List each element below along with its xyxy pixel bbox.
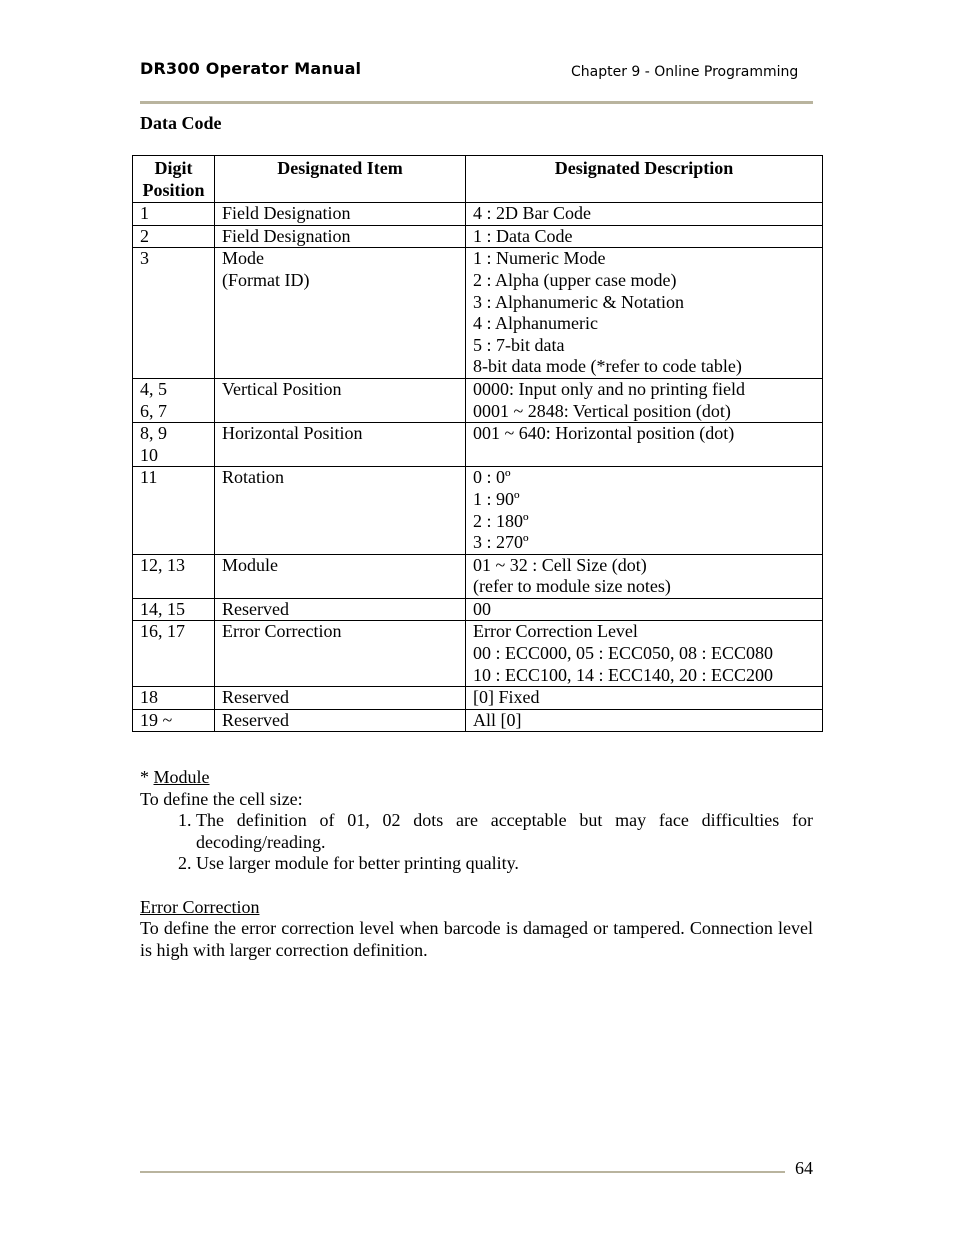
designated-item-cell xyxy=(215,554,466,598)
cell-line: 3 xyxy=(140,248,149,269)
cell-line: 12, 13 xyxy=(140,554,185,575)
table-row xyxy=(133,598,823,621)
designated-item-cell xyxy=(215,598,466,621)
designated-description-cell xyxy=(466,203,823,226)
designated-description-cell xyxy=(466,709,823,732)
cell-line: Rotation xyxy=(222,467,284,488)
designated-description-cell xyxy=(466,423,823,467)
digit-position-cell xyxy=(133,687,215,710)
cell-line: 14, 15 xyxy=(140,598,185,619)
error-note-text: To define the error correction level when barcode is damaged or tampered. Connection level is high with larger correction definition. xyxy=(140,918,813,960)
cell-line: 00 : ECC000, 05 : ECC050, 08 : ECC080 xyxy=(473,643,774,664)
designated-item-cell xyxy=(215,687,466,710)
cell-line: Field Designation xyxy=(222,203,351,224)
digit-position-cell xyxy=(133,423,215,467)
page-number: 64 xyxy=(795,1158,813,1178)
cell-line: 8-bit data mode (*refer to code table) xyxy=(473,356,742,377)
cell-line: [0] Fixed xyxy=(473,687,540,708)
cell-line: 10 : ECC100, 14 : ECC140, 20 : ECC200 xyxy=(473,664,774,685)
cell-line: Module xyxy=(222,554,278,575)
manual-title: DR300 Operator Manual xyxy=(140,59,362,78)
cell-line: 4 : 2D Bar Code xyxy=(473,203,591,224)
cell-line: All [0] xyxy=(473,709,522,730)
designated-item-cell xyxy=(215,423,466,467)
table-row xyxy=(133,423,823,467)
table-row xyxy=(133,378,823,422)
cell-line: 01 ~ 32 : Cell Size (dot) xyxy=(473,554,647,575)
designated-description-cell xyxy=(466,554,823,598)
digit-position-cell xyxy=(133,554,215,598)
designated-item-cell xyxy=(215,225,466,248)
error-note-heading: Error Correction xyxy=(140,896,260,917)
cell-line: 16, 17 xyxy=(140,621,185,642)
cell-line: (refer to module size notes) xyxy=(473,576,671,597)
cell-line: 0 : 0º xyxy=(473,467,511,488)
cell-line: 10 xyxy=(140,444,158,465)
list-item: 2. Use larger module for better printing quality. xyxy=(196,853,813,875)
designated-description-cell xyxy=(466,378,823,422)
cell-line: 001 ~ 640: Horizontal position (dot) xyxy=(473,423,735,444)
header-divider xyxy=(140,101,813,104)
list-item: 1. The definition of 01, 02 dots are acceptable but may face difficulties for decoding/reading. xyxy=(196,810,813,853)
cell-line: Mode xyxy=(222,248,264,269)
table-row xyxy=(133,709,823,732)
footer-divider xyxy=(140,1171,785,1173)
table-row xyxy=(133,203,823,226)
digit-position-cell xyxy=(133,248,215,379)
cell-line: Field Designation xyxy=(222,225,351,246)
designated-item-cell xyxy=(215,621,466,687)
cell-line: 0001 ~ 2848: Vertical position (dot) xyxy=(473,400,731,421)
module-note-list xyxy=(140,810,813,875)
cell-line: 2 : Alpha (upper case mode) xyxy=(473,269,677,290)
module-note-heading-line xyxy=(140,767,813,789)
chapter-title: Chapter 9 - Online Programming xyxy=(571,64,799,80)
table-header-row xyxy=(133,156,823,203)
digit-position-cell xyxy=(133,598,215,621)
data-code-table xyxy=(132,155,823,732)
module-note-intro: To define the cell size: xyxy=(140,788,303,809)
cell-line: 0000: Input only and no printing field xyxy=(473,378,745,399)
cell-line: Horizontal Position xyxy=(222,423,363,444)
column-header-digit-position: Digit Position xyxy=(133,156,215,203)
cell-line: 1 : Numeric Mode xyxy=(473,248,606,269)
module-note-prefix: * xyxy=(140,767,154,787)
table-row xyxy=(133,248,823,379)
cell-line: 6, 7 xyxy=(140,400,167,421)
column-header-designated-description: Designated Description xyxy=(466,156,823,203)
cell-line: 1 xyxy=(140,203,149,224)
digit-position-cell xyxy=(133,225,215,248)
designated-description-cell xyxy=(466,621,823,687)
designated-description-cell xyxy=(466,248,823,379)
module-note-heading: Module xyxy=(153,767,210,787)
digit-position-cell xyxy=(133,203,215,226)
cell-line: Reserved xyxy=(222,598,289,619)
cell-line: 1 : Data Code xyxy=(473,225,573,246)
digit-position-cell xyxy=(133,467,215,554)
table-row xyxy=(133,687,823,710)
designated-item-cell xyxy=(215,709,466,732)
designated-item-cell xyxy=(215,248,466,379)
cell-line: Reserved xyxy=(222,687,289,708)
notes-section xyxy=(140,767,813,961)
cell-line: Reserved xyxy=(222,709,289,730)
cell-line: 4, 5 xyxy=(140,378,167,399)
designated-item-cell xyxy=(215,378,466,422)
cell-line: 5 : 7-bit data xyxy=(473,334,565,355)
designated-description-cell xyxy=(466,225,823,248)
cell-line: Error Correction xyxy=(222,621,342,642)
cell-line: 3 : Alphanumeric & Notation xyxy=(473,291,684,312)
cell-line: 00 xyxy=(473,598,491,619)
cell-line: 2 xyxy=(140,225,149,246)
cell-line: 3 : 270º xyxy=(473,532,529,553)
cell-line: 1 : 90º xyxy=(473,488,520,509)
designated-description-cell xyxy=(466,467,823,554)
column-header-designated-item: Designated Item xyxy=(215,156,466,203)
cell-line: 11 xyxy=(140,467,158,488)
designated-description-cell xyxy=(466,598,823,621)
designated-item-cell xyxy=(215,467,466,554)
table-body xyxy=(133,203,823,732)
digit-position-cell xyxy=(133,378,215,422)
cell-line: (Format ID) xyxy=(222,269,310,290)
digit-position-cell xyxy=(133,709,215,732)
cell-line: Vertical Position xyxy=(222,378,342,399)
section-title: Data Code xyxy=(140,113,222,133)
cell-line: 18 xyxy=(140,687,158,708)
cell-line: 19 ~ xyxy=(140,709,173,730)
cell-line: 2 : 180º xyxy=(473,510,529,531)
cell-line: 8, 9 xyxy=(140,423,167,444)
table-row xyxy=(133,621,823,687)
table-row xyxy=(133,225,823,248)
designated-item-cell xyxy=(215,203,466,226)
cell-line: 4 : Alphanumeric xyxy=(473,313,598,334)
table-row xyxy=(133,554,823,598)
designated-description-cell xyxy=(466,687,823,710)
cell-line: Error Correction Level xyxy=(473,621,638,642)
table-row xyxy=(133,467,823,554)
digit-position-cell xyxy=(133,621,215,687)
